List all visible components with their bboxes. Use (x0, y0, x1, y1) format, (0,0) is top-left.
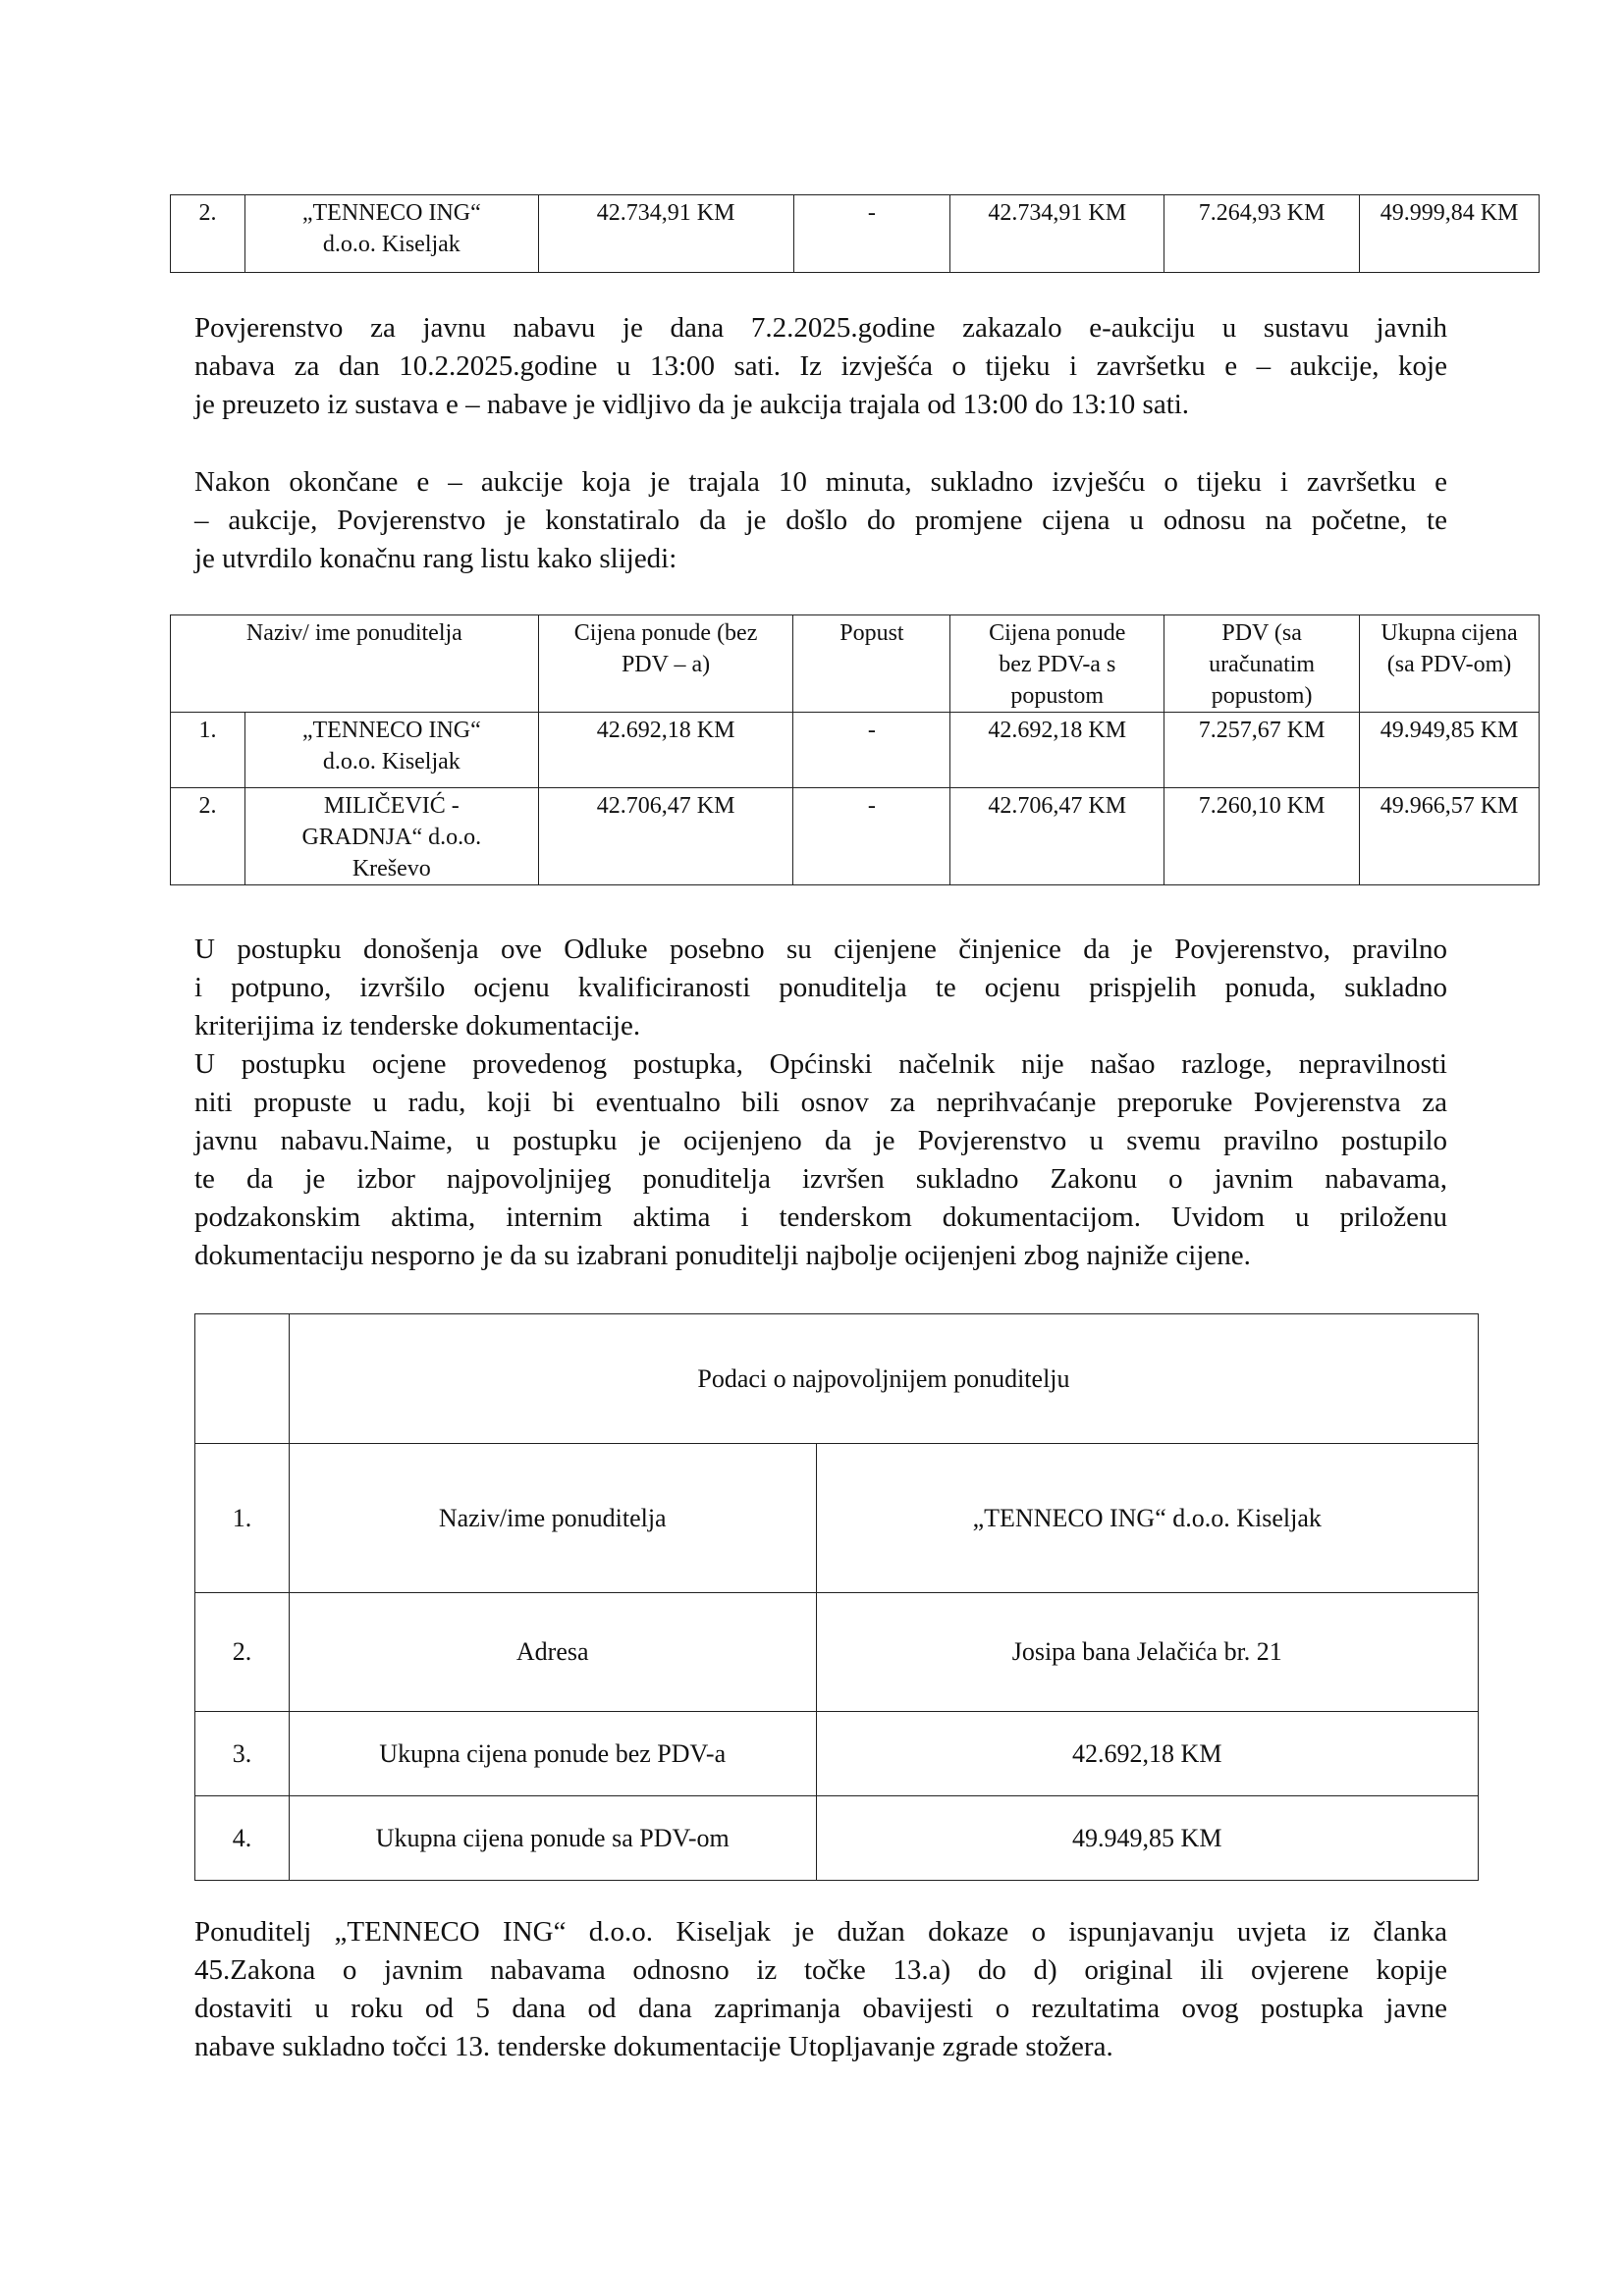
price-discount-cell: 42.692,18 KM (950, 713, 1164, 788)
bidder-name: „TENNECO ING“ d.o.o. Kiseljak (244, 195, 538, 273)
paragraph-decision-reasoning: U postupku donošenja ove Odluke posebno su cijenjene činjenice da je Povjerenstvo, pravilno i potpuno, izvršilo ocjenu kvalificiranosti ponuditelja te ocjenu prispjelih ponuda, sukladno kriterijima iz tenderske dokumentacije. U postupku ocjene provedenog postupka, Općinski načelnik nije našao razloge, nepravilnosti niti propuste u radu, koji bi eventualno bili osnov za neprihvaćanje preporuke Povjerenstva za javnu nabavu.Naime, u postupku je ocijenjeno da je Povjerenstvo u svemu pravilno postupilo te da je izbor najpovoljnijeg ponuditelja izvršen sukladno Zakonu o javnim nabavama, podzakonskim aktima, internim aktima i tenderskom dokumentacijom. Uvidom u priloženu dokumentaciju nesporno je da su izabrani ponuditelji najbolje ocijenjeni zbog najniže cijene. (194, 934, 1447, 1271)
row-label: Ukupna cijena ponude sa PDV-om (289, 1796, 816, 1881)
header-price-discount: Cijena ponude bez PDV-a s popustom (950, 615, 1164, 713)
row-number: 3. (195, 1712, 290, 1796)
final-rank-table (170, 614, 1540, 885)
row-number: 2. (195, 1593, 290, 1712)
bidder-name: MILIČEVIĆ - GRADNJA“ d.o.o. Kreševo (244, 788, 538, 885)
row-number: 2. (171, 195, 245, 273)
row-number: 2. (171, 788, 245, 885)
table-row (195, 1796, 1479, 1881)
table-header-row (171, 615, 1540, 713)
table-row (171, 195, 1540, 273)
row-value: 49.949,85 KM (816, 1796, 1478, 1881)
best-bidder-table (194, 1313, 1479, 1881)
row-value: „TENNECO ING“ d.o.o. Kiseljak (816, 1444, 1478, 1593)
previous-rank-table (170, 194, 1540, 273)
paragraph-auction-result: Nakon okončane e – aukcije koja je trajala 10 minuta, sukladno izvješću o tijeku i završetku e – aukcije, Povjerenstvo je konstatiralo da je došlo do promjene cijena u odnosu na početne, te je utvrdilo konačnu rang listu kako slijedi: (194, 466, 1447, 574)
price-discount-cell: 42.734,91 KM (950, 195, 1164, 273)
paragraph-auction-schedule: Povjerenstvo za javnu nabavu je dana 7.2.2025.godine zakazalo e-aukciju u sustavu javnih nabava za dan 10.2.2025.godine u 13:00 sati. Iz izvješća o tijeku i završetku e – aukcije, koje je preuzeto iz sustava e – nabave je vidljivo da je aukcija trajala od 13:00 do 13:10 sati. (194, 312, 1447, 420)
row-value: 42.692,18 KM (816, 1712, 1478, 1796)
price-cell: 42.706,47 KM (538, 788, 793, 885)
total-cell: 49.999,84 KM (1360, 195, 1540, 273)
empty-cell (195, 1314, 290, 1444)
header-total: Ukupna cijena (sa PDV-om) (1360, 615, 1540, 713)
price-cell: 42.692,18 KM (538, 713, 793, 788)
row-number: 4. (195, 1796, 290, 1881)
row-label: Ukupna cijena ponude bez PDV-a (289, 1712, 816, 1796)
total-cell: 49.966,57 KM (1360, 788, 1540, 885)
paragraph-evidence-requirement: Ponuditelj „TENNECO ING“ d.o.o. Kiseljak je dužan dokaze o ispunjavanju uvjeta iz članka 45.Zakona o javnim nabavama odnosno iz točke 13.a) do d) original ili ovjerene kopije dostaviti u roku od 5 dana od dana zaprimanja obavijesti o rezultatima ovog postupka javne nabave sukladno točci 13. tenderske dokumentacije Utopljavanje zgrade stožera. (194, 1916, 1447, 2062)
table-row (195, 1712, 1479, 1796)
table-row (195, 1593, 1479, 1712)
table-header-row (195, 1314, 1479, 1444)
row-value: Josipa bana Jelačića br. 21 (816, 1593, 1478, 1712)
row-number: 1. (195, 1444, 290, 1593)
row-number: 1. (171, 713, 245, 788)
row-label: Adresa (289, 1593, 816, 1712)
vat-cell: 7.264,93 KM (1164, 195, 1360, 273)
vat-cell: 7.257,67 KM (1164, 713, 1360, 788)
discount-cell: - (793, 713, 950, 788)
bidder-name: „TENNECO ING“ d.o.o. Kiseljak (244, 713, 538, 788)
discount-cell: - (793, 195, 950, 273)
row-label: Naziv/ime ponuditelja (289, 1444, 816, 1593)
total-cell: 49.949,85 KM (1360, 713, 1540, 788)
header-discount: Popust (793, 615, 950, 713)
price-cell: 42.734,91 KM (538, 195, 793, 273)
discount-cell: - (793, 788, 950, 885)
table-row (171, 788, 1540, 885)
best-bidder-title: Podaci o najpovoljnijem ponuditelju (289, 1314, 1478, 1444)
table-row (195, 1444, 1479, 1593)
header-vat: PDV (sa uračunatim popustom) (1164, 615, 1360, 713)
table-row (171, 713, 1540, 788)
header-price: Cijena ponude (bez PDV – a) (538, 615, 793, 713)
vat-cell: 7.260,10 KM (1164, 788, 1360, 885)
price-discount-cell: 42.706,47 KM (950, 788, 1164, 885)
header-name: Naziv/ ime ponuditelja (171, 615, 539, 713)
